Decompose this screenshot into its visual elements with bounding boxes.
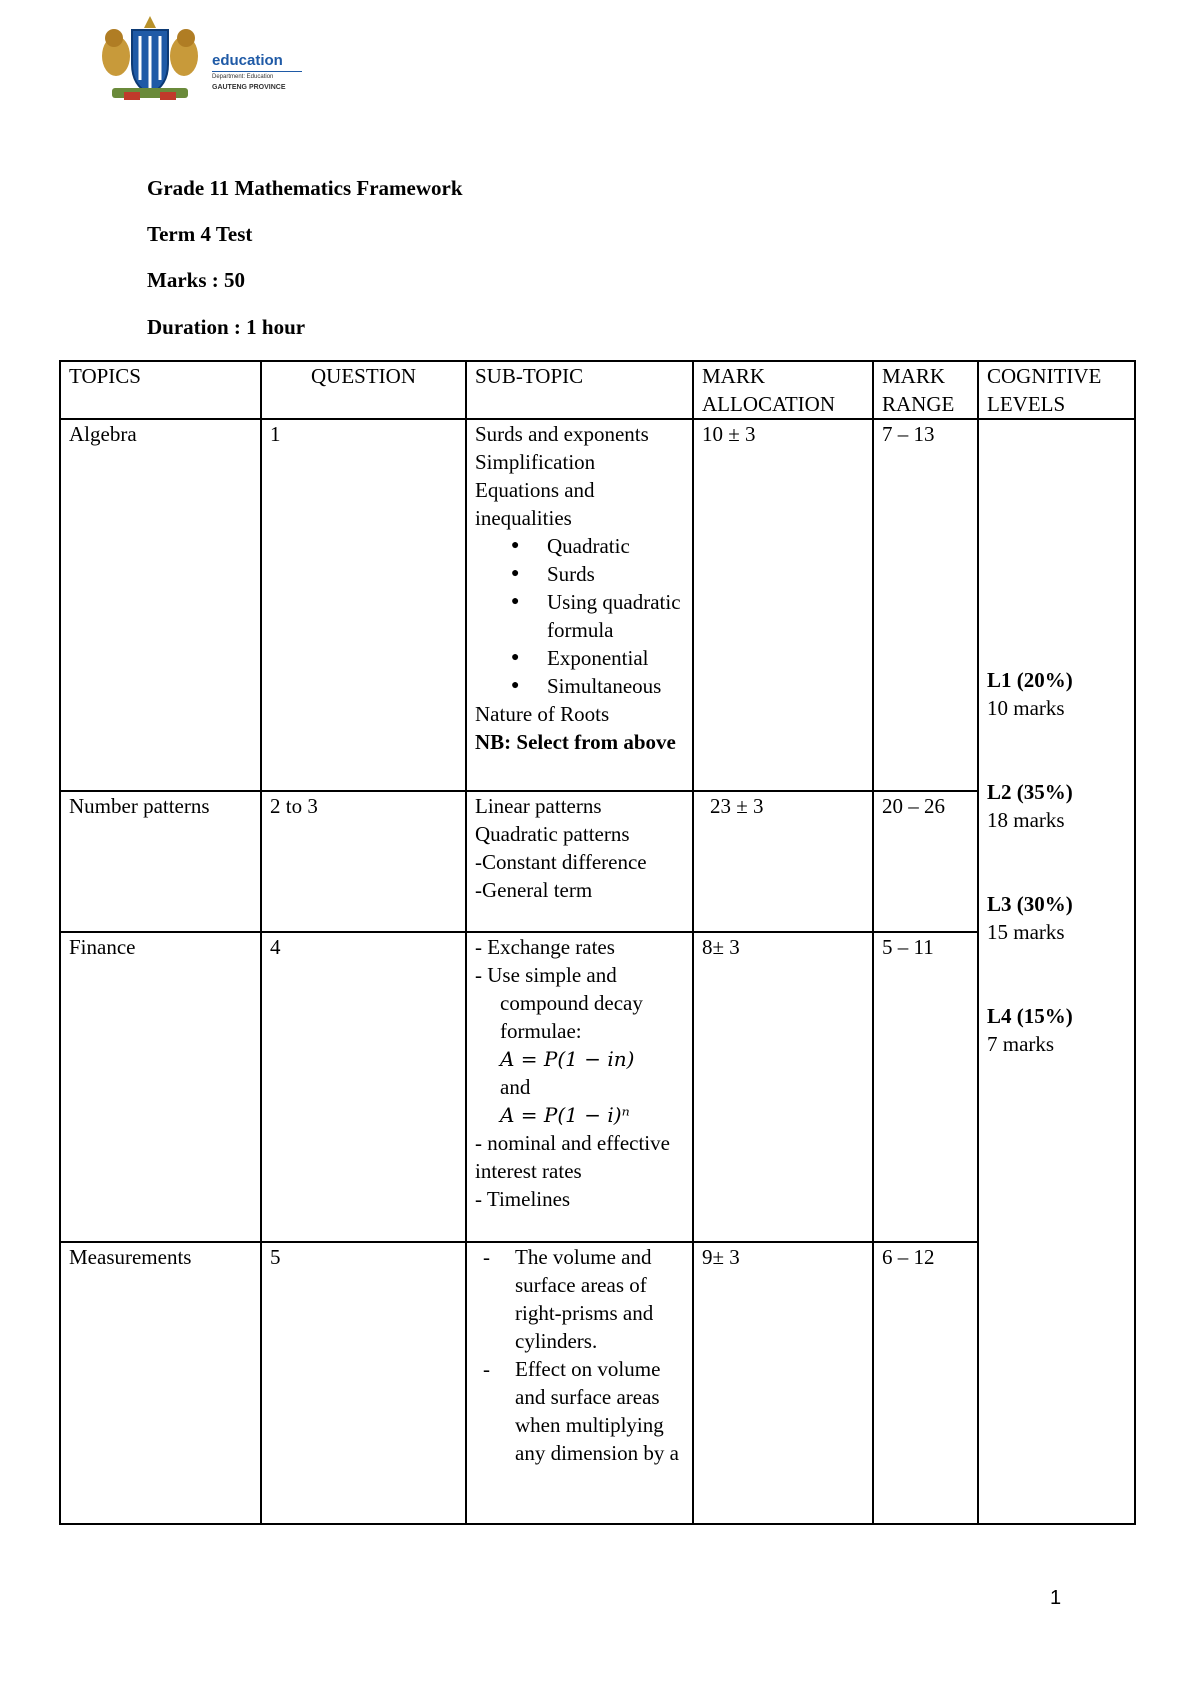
document-title: Grade 11 Mathematics Framework: [147, 176, 463, 200]
logo-text-main: education: [212, 52, 283, 69]
header-topics: TOPICS: [60, 361, 261, 419]
header-subtopic: SUB-TOPIC: [466, 361, 693, 419]
question-cell: 2 to 3: [261, 791, 466, 932]
table-row: [60, 1242, 1135, 1524]
subtopic-cell: Surds and exponents Simplification Equations and inequalities ● Quadratic ● Surds ● Using quadratic formula ● Exponential ● Simultaneous Nature of Roots NB: Select from above: [466, 419, 693, 791]
cognitive-level-4: L4 (15%) 7 marks: [987, 1004, 1073, 1056]
list-item: ● Surds: [475, 560, 684, 588]
logo-text-province: GAUTENG PROVINCE: [212, 84, 286, 91]
list-item: - Effect on volume and surface areas when multiplying any dimension by a: [475, 1355, 684, 1467]
list-item: ● Exponential: [475, 644, 684, 672]
list-item: ● Simultaneous: [475, 672, 684, 700]
coat-of-arms-icon: [94, 14, 206, 106]
question-cell: 4: [261, 932, 466, 1242]
allocation-cell: 8± 3: [693, 932, 873, 1242]
cognitive-level-2: L2 (35%) 18 marks: [987, 780, 1073, 832]
allocation-cell: 23 ± 3: [693, 791, 873, 932]
duration: Duration : 1 hour: [147, 315, 306, 339]
header-cognitive-levels: COGNITIVE LEVELS: [978, 361, 1135, 419]
question-cell: 5: [261, 1242, 466, 1524]
subtopic-dash-list: [475, 1243, 684, 1467]
cognitive-level-1: L1 (20%) 10 marks: [987, 668, 1073, 720]
header-question: QUESTION: [261, 361, 466, 419]
range-cell: 7 – 13: [873, 419, 978, 791]
page-number: 1: [1050, 1587, 1062, 1609]
subtopic-cell: - Exchange rates - Use simple and compound decay formulae: A = P(1 − in) and A = P(1 − i)ⁿ - nominal and effective interest rates - Timelines: [466, 932, 693, 1242]
header-mark-allocation: MARK ALLOCATION: [693, 361, 873, 419]
topic-cell: Measurements: [60, 1242, 261, 1524]
range-cell: 6 – 12: [873, 1242, 978, 1524]
allocation-cell: 9± 3: [693, 1242, 873, 1524]
range-cell: 20 – 26: [873, 791, 978, 932]
topic-cell: Number patterns: [60, 791, 261, 932]
gauteng-education-logo: [94, 14, 316, 106]
table-header-row: [60, 361, 1135, 419]
header-mark-range: MARK RANGE: [873, 361, 978, 419]
subtopic-cell: Linear patterns Quadratic patterns -Constant difference -General term: [466, 791, 693, 932]
table-row: [60, 791, 1135, 932]
simple-decay-formula: A = P(1 − in): [500, 1047, 635, 1071]
question-cell: 1: [261, 419, 466, 791]
cognitive-level-3: L3 (30%) 15 marks: [987, 892, 1073, 944]
logo-rule: [212, 71, 302, 72]
allocation-cell: 10 ± 3: [693, 419, 873, 791]
list-item: - The volume and surface areas of right-prisms and cylinders.: [475, 1243, 684, 1355]
list-item: ● Quadratic: [475, 532, 684, 560]
table-row: [60, 419, 1135, 791]
test-name: Term 4 Test: [147, 222, 253, 246]
topic-cell: Algebra: [60, 419, 261, 791]
compound-decay-formula: A = P(1 − i)ⁿ: [500, 1103, 630, 1127]
range-cell: 5 – 11: [873, 932, 978, 1242]
subtopic-cell: [466, 1242, 693, 1524]
framework-table: [59, 360, 1136, 1525]
table-row: [60, 932, 1135, 1242]
cognitive-levels-cell: [978, 419, 1135, 1524]
subtopic-bullet-list: [475, 532, 684, 700]
topic-cell: Finance: [60, 932, 261, 1242]
list-item: ● Using quadratic formula: [475, 588, 684, 644]
marks-total: Marks : 50: [147, 268, 245, 292]
logo-text-department: Department: Education: [212, 74, 274, 80]
